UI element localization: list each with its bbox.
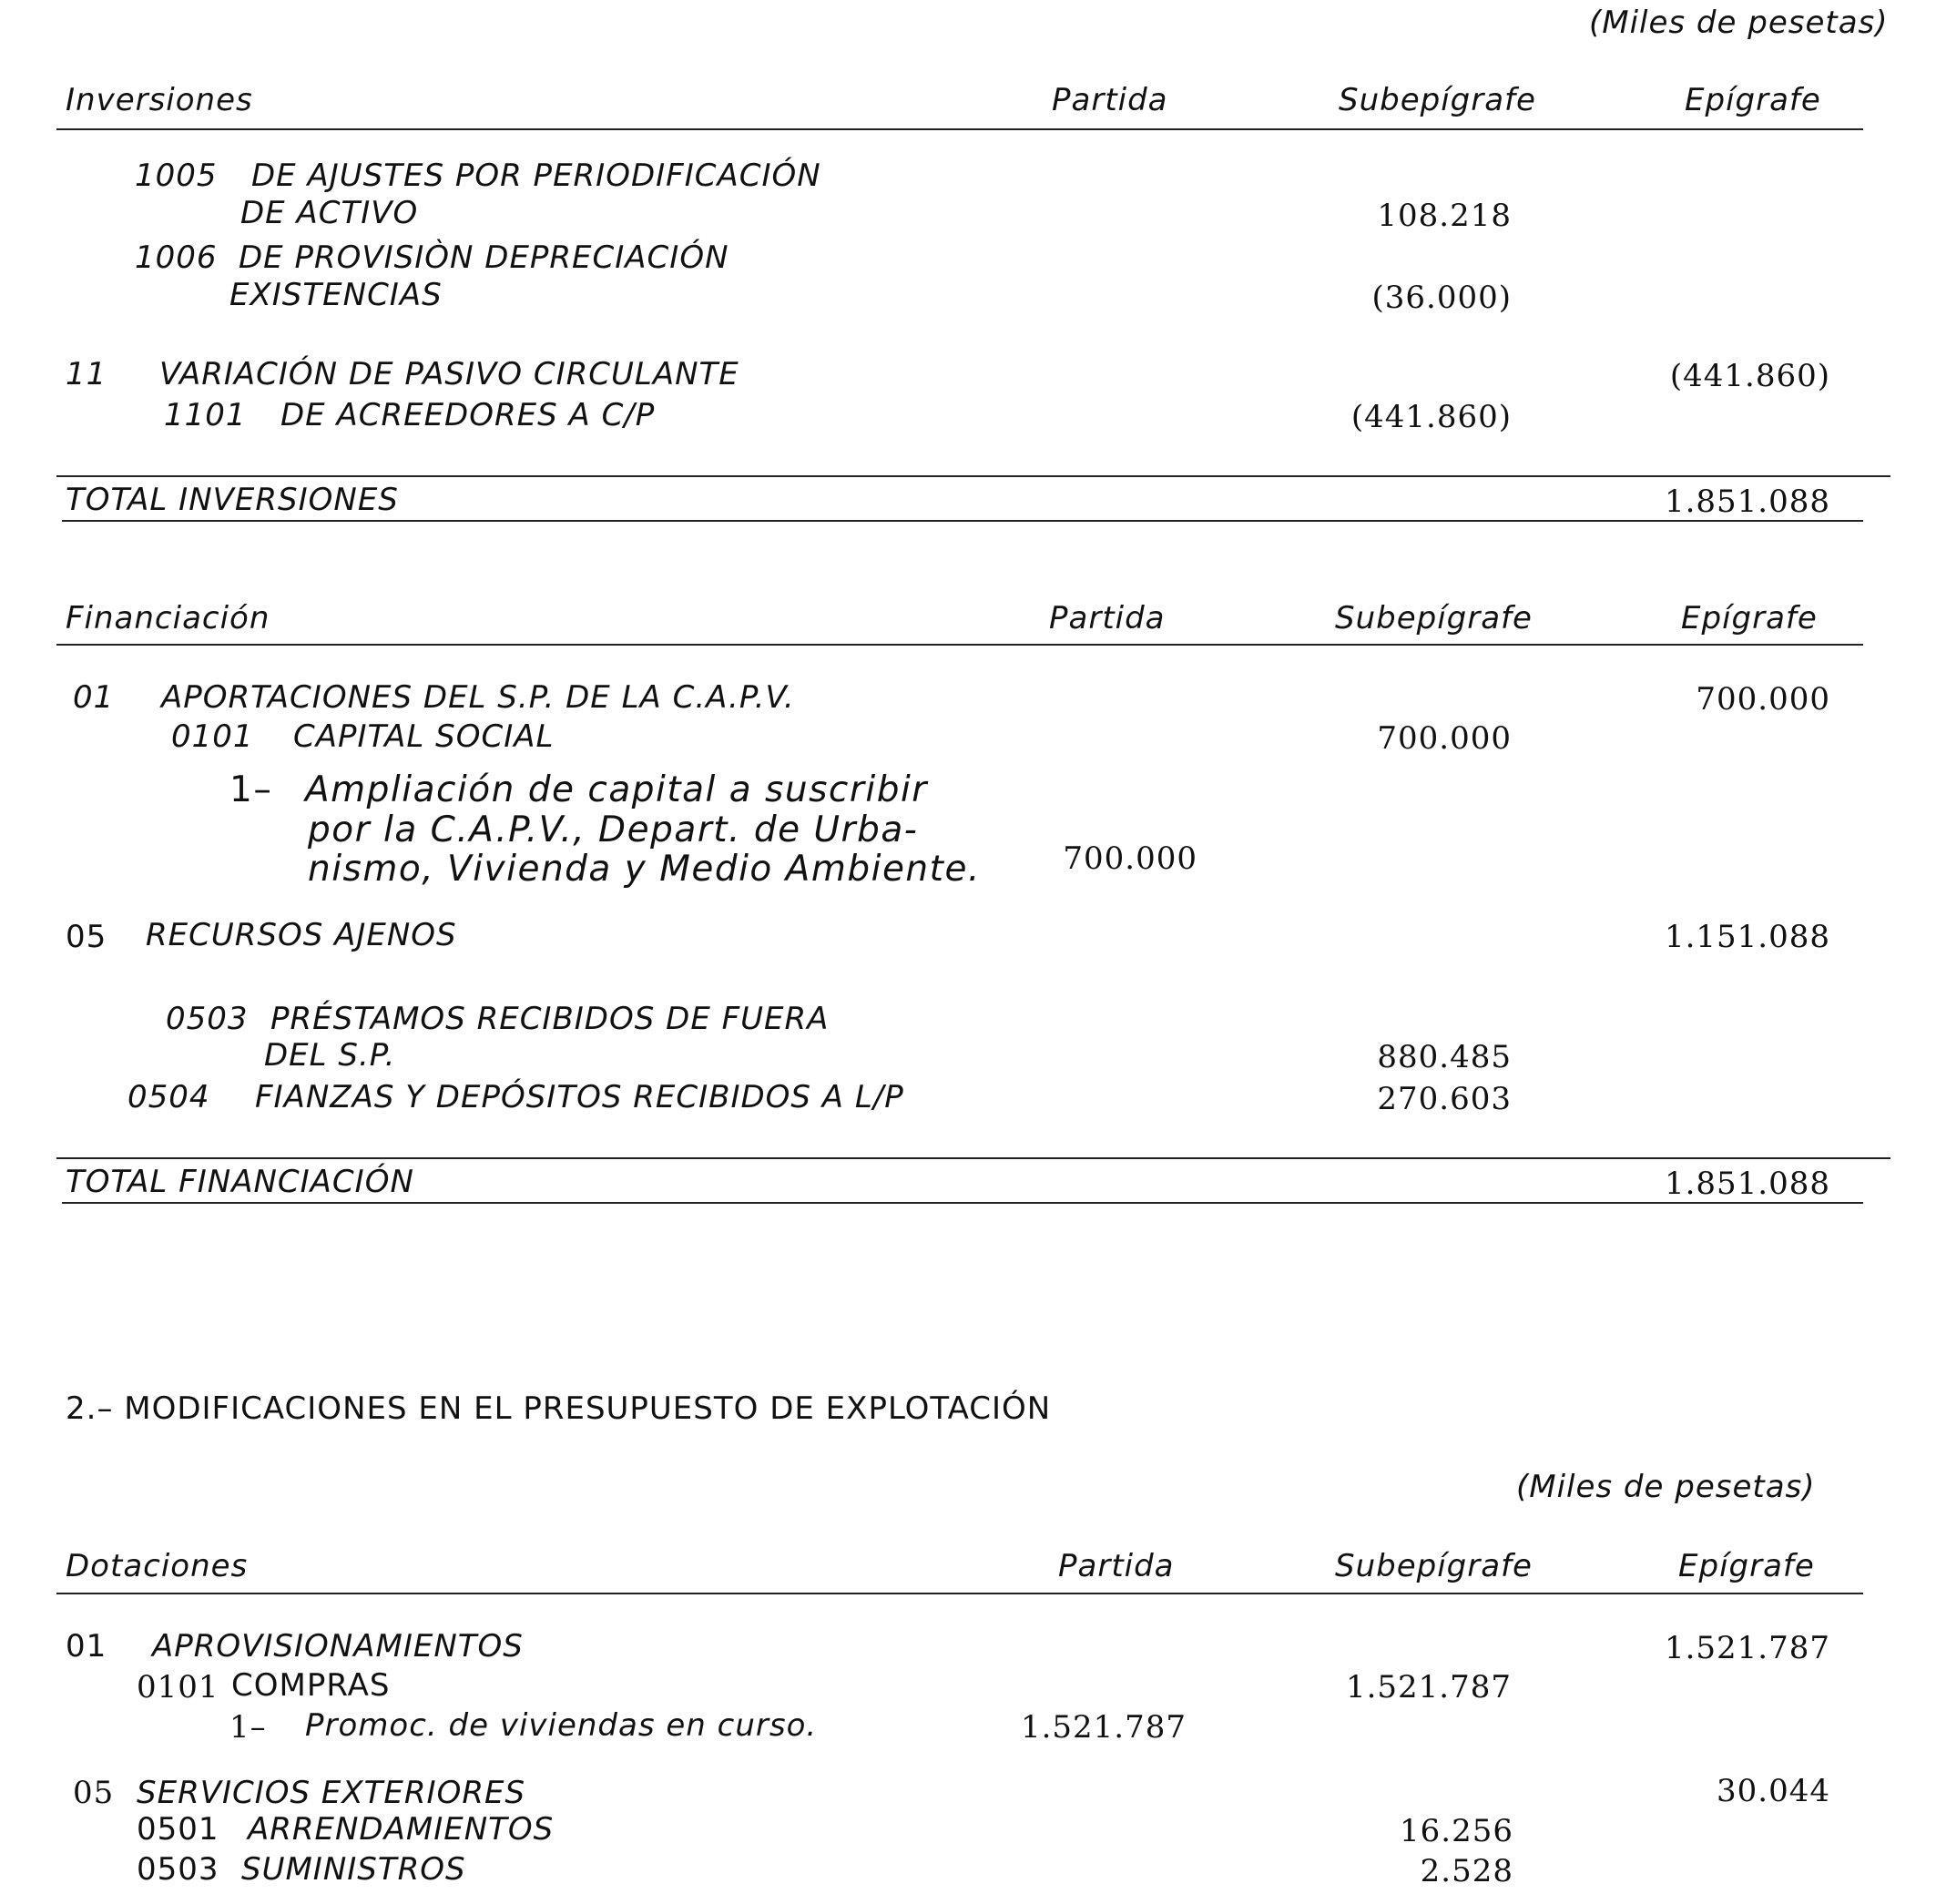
item-label: nismo, Vivienda y Medio Ambiente. <box>308 849 981 890</box>
header-rule <box>56 1593 1863 1594</box>
row-label: DE ACTIVO <box>240 195 419 231</box>
row-label: APORTACIONES DEL S.P. DE LA C.A.P.V. <box>161 679 795 716</box>
header-epigrafe: Epígrafe <box>1685 82 1821 118</box>
row-code: 0503 <box>137 1851 219 1888</box>
header-subepigrafe: Subepígrafe <box>1339 82 1536 118</box>
subepigrafe-value: 1.521.787 <box>1345 1669 1512 1705</box>
row-label: COMPRAS <box>231 1667 391 1704</box>
header-rule <box>56 128 1863 130</box>
total-rule-top <box>56 1157 1890 1159</box>
total-label: TOTAL FINANCIACIÓN <box>66 1164 414 1200</box>
row-code: 0504 <box>127 1079 210 1115</box>
row-label: FIANZAS Y DEPÓSITOS RECIBIDOS A L/P <box>255 1079 904 1115</box>
row-code: 0101 <box>137 1669 219 1705</box>
header-partida: Partida <box>1052 82 1168 118</box>
row-label: SUMINISTROS <box>241 1851 466 1888</box>
epigrafe-value: 1.521.787 <box>1664 1630 1830 1666</box>
row-label: CAPITAL SOCIAL <box>293 718 555 755</box>
header-epigrafe: Epígrafe <box>1681 600 1818 636</box>
header-partida: Partida <box>1049 600 1166 636</box>
row-code: 1101 <box>164 397 247 433</box>
row-code: 01 <box>73 679 115 716</box>
row-label: APROVISIONAMIENTOS <box>152 1628 524 1665</box>
inversiones-header-title: Inversiones <box>66 82 253 118</box>
row-label: DEL S.P. <box>264 1037 396 1074</box>
row-code: 05 <box>73 1775 115 1811</box>
item-number: 1– <box>229 769 273 810</box>
row-label: DE ACREEDORES A C/P <box>280 397 656 433</box>
header-partida: Partida <box>1058 1548 1175 1584</box>
row-code: 11 <box>66 356 107 392</box>
row-code: 1006 <box>135 239 218 276</box>
epigrafe-value: (441.860) <box>1669 358 1830 394</box>
row-label: RECURSOS AJENOS <box>146 917 457 953</box>
total-value: 1.851.088 <box>1664 484 1830 520</box>
row-label: ARRENDAMIENTOS <box>248 1811 555 1848</box>
partida-value: 700.000 <box>1063 840 1197 877</box>
section-title: 2.– MODIFICACIONES EN EL PRESUPUESTO DE EXPLOTACIÓN <box>66 1390 1052 1427</box>
subepigrafe-value: (36.000) <box>1371 280 1512 316</box>
subepigrafe-value: 16.256 <box>1400 1813 1513 1849</box>
subepigrafe-value: 108.218 <box>1377 198 1512 234</box>
item-label: Ampliación de capital a suscribir <box>305 769 928 810</box>
item-number: 1– <box>229 1709 267 1746</box>
partida-value: 1.521.787 <box>1020 1709 1187 1746</box>
row-label: DE PROVISIÒN DEPRECIACIÓN <box>239 239 729 276</box>
units-note: (Miles de pesetas) <box>1516 1469 1816 1505</box>
subepigrafe-value: (441.860) <box>1350 399 1512 435</box>
total-rule-bottom <box>62 520 1863 522</box>
subepigrafe-value: 880.485 <box>1377 1039 1512 1075</box>
subepigrafe-value: 700.000 <box>1377 720 1512 757</box>
row-label: SERVICIOS EXTERIORES <box>137 1775 526 1811</box>
subepigrafe-value: 2.528 <box>1420 1853 1513 1889</box>
row-label: VARIACIÓN DE PASIVO CIRCULANTE <box>159 356 739 392</box>
total-rule-top <box>56 475 1890 477</box>
item-label: por la C.A.P.V., Depart. de Urba- <box>308 809 919 850</box>
header-subepigrafe: Subepígrafe <box>1335 1548 1533 1584</box>
epigrafe-value: 700.000 <box>1696 681 1830 718</box>
row-code: 0101 <box>171 718 254 755</box>
row-code: 1005 <box>135 158 218 194</box>
row-code: 05 <box>66 919 107 955</box>
row-label: PRÉSTAMOS RECIBIDOS DE FUERA <box>270 1001 830 1037</box>
total-label: TOTAL INVERSIONES <box>66 482 399 518</box>
row-label: DE AJUSTES POR PERIODIFICACIÓN <box>251 158 821 194</box>
dotaciones-header-title: Dotaciones <box>66 1548 249 1584</box>
item-label: Promoc. de viviendas en curso. <box>305 1707 818 1744</box>
row-code: 0501 <box>137 1811 219 1848</box>
financiacion-header-title: Financiación <box>66 600 270 636</box>
row-code: 0503 <box>166 1001 249 1037</box>
row-label: EXISTENCIAS <box>229 277 443 313</box>
epigrafe-value: 1.151.088 <box>1664 919 1830 955</box>
subepigrafe-value: 270.603 <box>1377 1081 1512 1117</box>
row-code: 01 <box>66 1628 107 1665</box>
total-value: 1.851.088 <box>1664 1166 1830 1202</box>
epigrafe-value: 30.044 <box>1717 1773 1830 1809</box>
header-subepigrafe: Subepígrafe <box>1335 600 1533 636</box>
units-note: (Miles de pesetas) <box>1589 5 1889 41</box>
header-rule <box>56 644 1863 646</box>
total-rule-bottom <box>62 1202 1863 1204</box>
header-epigrafe: Epígrafe <box>1678 1548 1815 1584</box>
